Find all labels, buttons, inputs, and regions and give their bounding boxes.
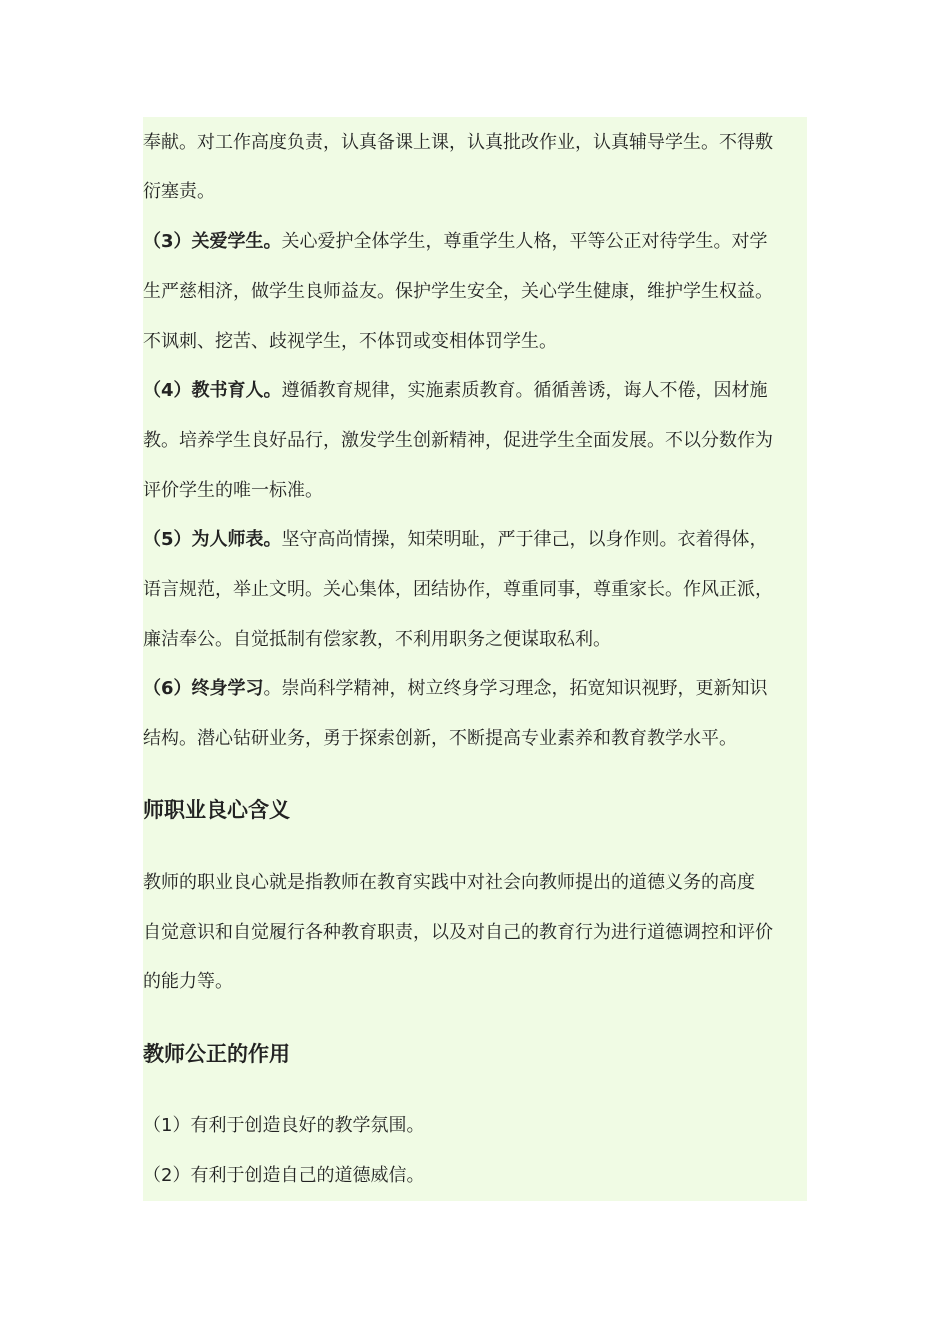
section-heading-conscience: 师职业良心含义 [143, 798, 290, 822]
item-3-title: （3）关爱学生。 [143, 231, 282, 252]
item-4-line-1 [143, 379, 807, 403]
list-item: （2）有利于创造自己的道德威信。 [143, 1165, 425, 1186]
paragraph-line: 教。培养学生良好品行，激发学生创新精神，促进学生全面发展。不以分数作为 [143, 430, 773, 451]
paragraph-line: 评价学生的唯一标准。 [143, 480, 323, 501]
item-3-text: 关心爱护全体学生，尊重学生人格，平等公正对待学生。对学 [281, 231, 768, 252]
paragraph-line: 不讽刺、挖苦、歧视学生，不体罚或变相体罚学生。 [143, 331, 557, 352]
paragraph-line: 结构。潜心钻研业务，勇于探索创新，不断提高专业素养和教育教学水平。 [143, 728, 737, 749]
item-5-text: 坚守高尚情操，知荣明耻，严于律己，以身作则。衣着得体， [281, 529, 768, 550]
section-heading-fairness: 教师公正的作用 [143, 1042, 290, 1066]
paragraph-line: 的能力等。 [143, 971, 233, 992]
paragraph-line: 奉献。对工作高度负责，认真备课上课，认真批改作业，认真辅导学生。不得敷 [143, 132, 773, 153]
item-5-line-1 [143, 528, 807, 552]
paragraph-line: 廉洁奉公。自觉抵制有偿家教，不利用职务之便谋取私利。 [143, 629, 611, 650]
paragraph-line: 生严慈相济，做学生良师益友。保护学生安全，关心学生健康，维护学生权益。 [143, 281, 773, 302]
document-body [143, 117, 807, 1201]
paragraph-line: 自觉意识和自觉履行各种教育职责，以及对自己的教育行为进行道德调控和评价 [143, 922, 773, 943]
item-5-title: （5）为人师表。 [143, 529, 282, 550]
item-4-title: （4）教书育人。 [143, 380, 282, 401]
paragraph-line: 教师的职业良心就是指教师在教育实践中对社会向教师提出的道德义务的高度 [143, 872, 755, 893]
item-6-line-1 [143, 677, 807, 701]
item-6-text: 。崇尚科学精神，树立终身学习理念，拓宽知识视野，更新知识 [263, 678, 768, 699]
paragraph-line: 语言规范，举止文明。关心集体，团结协作，尊重同事，尊重家长。作风正派， [143, 579, 773, 600]
item-3-line-1 [143, 230, 807, 254]
item-6-title: （6）终身学习 [143, 678, 264, 699]
item-4-text: 遵循教育规律，实施素质教育。循循善诱，诲人不倦，因材施 [281, 380, 768, 401]
list-item: （1）有利于创造良好的教学氛围。 [143, 1115, 425, 1136]
paragraph-line: 衍塞责。 [143, 181, 215, 202]
